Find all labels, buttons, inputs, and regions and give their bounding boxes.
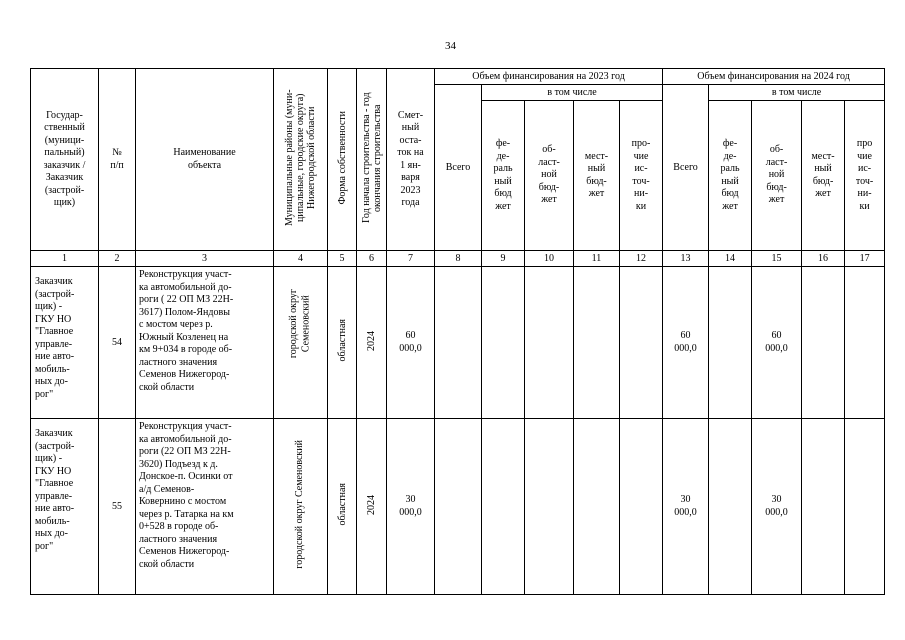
text-line: Реконструкция участ-: [139, 421, 232, 432]
row-total-2024: [663, 267, 709, 419]
header-object-name: [136, 69, 274, 251]
text-line: Семенов Нижегород-: [139, 369, 230, 380]
row-number: 54: [99, 267, 136, 419]
text-line: ка автомобильной до-: [139, 433, 232, 445]
row-object-name: [136, 419, 274, 595]
header-customer: [31, 69, 99, 251]
text-line: объекта: [187, 159, 222, 171]
text-line: ластного значения: [139, 356, 218, 368]
header-row-no: [99, 69, 136, 251]
header-years: Год начала строительства - год окончания строительства: [357, 69, 387, 251]
text-line: Ковернино с мостом: [139, 496, 227, 507]
text-line: роги (22 ОП МЗ 22Н-: [139, 446, 231, 457]
text-line: чие: [857, 150, 872, 162]
header-ownership: Форма собственности: [328, 69, 357, 251]
text-line: ГКУ НО: [35, 465, 72, 477]
text-line: мест-: [584, 150, 609, 162]
row-federal-2024: [709, 267, 752, 419]
text-line: ственный: [44, 122, 85, 133]
text-line: щик) -: [35, 301, 63, 312]
row-other-2024: [845, 267, 885, 419]
header-regional-2024: [752, 101, 802, 251]
header-local-2023: [574, 101, 620, 251]
text-line: бюд: [721, 188, 739, 199]
row-object-name: [136, 267, 274, 419]
text-line: рог": [35, 388, 54, 400]
text-line: (застрой-: [44, 184, 85, 196]
text-line: мобиль-: [35, 363, 70, 375]
row-number: 55: [99, 419, 136, 595]
text-line: Донское-п. Осинки от: [139, 471, 233, 482]
text-line: ный: [401, 122, 420, 133]
text-line: 000,0: [765, 342, 788, 354]
row-district: [274, 267, 328, 419]
text-line: городской округ: [288, 289, 299, 359]
row-total-2024: [663, 419, 709, 595]
text-line: бюд-: [766, 181, 787, 193]
text-line: заказчик /: [43, 159, 86, 171]
row-total-2023: [435, 267, 482, 419]
text-line: ской области: [139, 558, 195, 570]
text-line: варя: [401, 172, 420, 183]
text-line: (застрой-: [35, 288, 75, 300]
row-federal-2023: [482, 267, 525, 419]
column-number: 1: [31, 251, 99, 267]
text-line: ни-: [634, 188, 649, 199]
header-regional-2023: [525, 101, 574, 251]
header-total-2023: Всего: [435, 85, 482, 251]
financing-table: [30, 68, 885, 595]
text-line: 000,0: [674, 342, 697, 354]
text-line: "Главное: [35, 478, 74, 489]
text-line: об-: [769, 144, 784, 156]
text-line: ный: [814, 163, 832, 174]
column-number: 9: [482, 251, 525, 267]
row-customer: [31, 419, 99, 595]
text-line: жет: [722, 200, 738, 212]
text-line: Реконструкция участ-: [139, 269, 232, 280]
text-line: ный: [587, 163, 606, 174]
column-number: 15: [752, 251, 802, 267]
text-line: км 9+034 в городе об-: [139, 344, 233, 355]
text-line: городской округ Семеновский: [294, 440, 306, 569]
text-line: фе-: [722, 138, 738, 149]
row-other-2023: [620, 267, 663, 419]
text-line: 30: [680, 494, 691, 505]
text-line: ис-: [634, 163, 648, 174]
text-line: про: [856, 138, 873, 149]
text-line: 2023: [400, 184, 421, 196]
text-line: раль: [493, 163, 513, 174]
table-row: [31, 419, 885, 595]
header-districts: Муниципальные районы (муни-ципальные, городские округа) Нижегородской области: [274, 69, 328, 251]
text-line: рог": [35, 540, 54, 552]
text-line: 0+528 в городе об-: [139, 521, 219, 532]
column-number: 8: [435, 251, 482, 267]
text-line: Смет-: [397, 109, 424, 121]
row-regional-2024: [752, 267, 802, 419]
text-line: управле-: [35, 338, 73, 350]
text-line: Заказчик: [35, 276, 73, 287]
header-federal-2023: [482, 101, 525, 251]
column-number: 10: [525, 251, 574, 267]
header-local-2024: [802, 101, 845, 251]
text-line: 000,0: [399, 342, 422, 354]
text-line: фе-: [495, 138, 511, 149]
text-line: Семенов Нижегород-: [139, 546, 230, 557]
text-line: 1 ян-: [400, 159, 421, 171]
text-line: через р. Татарка на км: [139, 508, 234, 520]
row-federal-2023: [482, 419, 525, 595]
column-numbers-row: [31, 251, 885, 267]
text-line: 000,0: [399, 506, 422, 518]
text-line: управле-: [35, 490, 73, 502]
text-line: 30: [405, 494, 416, 505]
text-line: ки: [635, 200, 647, 212]
text-line: мест-: [811, 150, 835, 162]
text-line: 000,0: [674, 506, 697, 518]
row-year: 2024: [357, 267, 387, 419]
text-line: с мостом через р.: [139, 319, 213, 330]
header-funding-2024: Объем финансирования на 2024 год: [663, 69, 885, 85]
row-federal-2024: [709, 419, 752, 595]
text-line: мобиль-: [35, 515, 70, 527]
row-local-2024: [802, 419, 845, 595]
row-total-2023: [435, 419, 482, 595]
column-number: 14: [709, 251, 752, 267]
text-line: роги ( 22 ОП МЗ 22Н-: [139, 294, 234, 305]
text-line: ние авто-: [35, 351, 75, 362]
text-line: ки: [859, 200, 870, 212]
text-line: щик): [53, 197, 76, 208]
column-number: 5: [328, 251, 357, 267]
column-number: 13: [663, 251, 709, 267]
text-line: ный: [721, 175, 739, 187]
row-local-2023: [574, 267, 620, 419]
text-line: про-: [631, 138, 651, 149]
text-line: ни-: [857, 188, 872, 199]
row-estimate: [387, 267, 435, 419]
header-estimate-balance: [387, 69, 435, 251]
row-other-2024: [845, 419, 885, 595]
row-regional-2023: [525, 419, 574, 595]
text-line: Наименование: [173, 147, 236, 158]
column-number: 12: [620, 251, 663, 267]
text-line: оста-: [399, 134, 422, 146]
row-regional-2023: [525, 267, 574, 419]
row-local-2023: [574, 419, 620, 595]
text-line: Южный Козленец на: [139, 331, 229, 343]
text-line: де-: [723, 150, 737, 162]
text-line: Заказчик: [45, 172, 84, 183]
text-line: ных до-: [35, 528, 68, 539]
text-line: ка автомобильной до-: [139, 281, 232, 293]
text-line: жет: [541, 194, 557, 206]
text-line: "Главное: [35, 326, 74, 337]
header-other-2024: [845, 101, 885, 251]
text-line: щик) -: [35, 453, 63, 464]
text-line: ние авто-: [35, 503, 75, 514]
row-ownership: областная: [328, 419, 357, 595]
text-line: а/д Семенов-: [139, 483, 195, 495]
text-line: 60: [771, 330, 782, 341]
column-number: 11: [574, 251, 620, 267]
row-customer: [31, 267, 99, 419]
text-line: жет: [495, 200, 511, 212]
text-line: бюд-: [586, 175, 607, 187]
text-line: ис-: [858, 163, 872, 174]
text-line: 3617) Полом-Яндовы: [139, 306, 230, 318]
text-line: раль: [720, 163, 740, 174]
text-line: жет: [768, 194, 785, 206]
text-line: чие: [633, 150, 649, 162]
page-number: 34: [445, 40, 456, 52]
text-line: жет: [815, 188, 831, 199]
text-line: пальный): [44, 147, 85, 158]
text-line: года: [401, 197, 420, 208]
text-line: п/п: [110, 159, 124, 171]
row-other-2023: [620, 419, 663, 595]
text-line: Государ-: [46, 109, 83, 121]
row-year: 2024: [357, 419, 387, 595]
text-line: об-: [542, 144, 556, 156]
row-district: [274, 419, 328, 595]
text-line: ных до-: [35, 376, 68, 387]
column-number: 16: [802, 251, 845, 267]
header-including-2024: в том числе: [709, 85, 885, 101]
text-line: ной: [541, 169, 557, 181]
text-line: де-: [496, 150, 510, 162]
text-line: 3620) Подъезд к д.: [139, 458, 218, 470]
text-line: бюд-: [812, 175, 834, 187]
text-line: ской области: [139, 381, 195, 393]
text-line: (муници-: [44, 134, 85, 146]
text-line: бюд-: [538, 181, 560, 193]
column-number: 7: [387, 251, 435, 267]
column-number: 2: [99, 251, 136, 267]
text-line: жет: [588, 188, 605, 199]
text-line: Семеновский: [300, 295, 312, 353]
text-line: 60: [680, 330, 691, 341]
table-row: [31, 267, 885, 419]
text-line: ласт-: [765, 156, 788, 168]
header-total-2024: Всего: [663, 85, 709, 251]
column-number: 17: [845, 251, 885, 267]
text-line: бюд: [494, 188, 512, 199]
text-line: ГКУ НО: [35, 313, 72, 325]
text-line: 60: [405, 330, 416, 341]
text-line: 30: [771, 494, 782, 505]
column-number: 6: [357, 251, 387, 267]
column-number: 4: [274, 251, 328, 267]
header-other-2023: [620, 101, 663, 251]
column-number: 3: [136, 251, 274, 267]
text-line: (застрой-: [35, 440, 75, 452]
row-estimate: [387, 419, 435, 595]
header-including-2023: в том числе: [482, 85, 663, 101]
text-line: Заказчик: [35, 428, 73, 439]
header-funding-2023: Объем финансирования на 2023 год: [435, 69, 663, 85]
text-line: ной: [768, 169, 785, 181]
text-line: ластного значения: [139, 533, 218, 545]
text-line: ласт-: [538, 156, 560, 168]
text-line: ный: [494, 175, 512, 187]
text-line: №: [112, 147, 122, 158]
row-ownership: областная: [328, 267, 357, 419]
text-line: точ-: [632, 175, 650, 187]
text-line: 000,0: [765, 506, 788, 518]
row-local-2024: [802, 267, 845, 419]
text-line: ток на: [397, 147, 424, 158]
header-federal-2024: [709, 101, 752, 251]
row-regional-2024: [752, 419, 802, 595]
text-line: точ-: [855, 175, 874, 187]
